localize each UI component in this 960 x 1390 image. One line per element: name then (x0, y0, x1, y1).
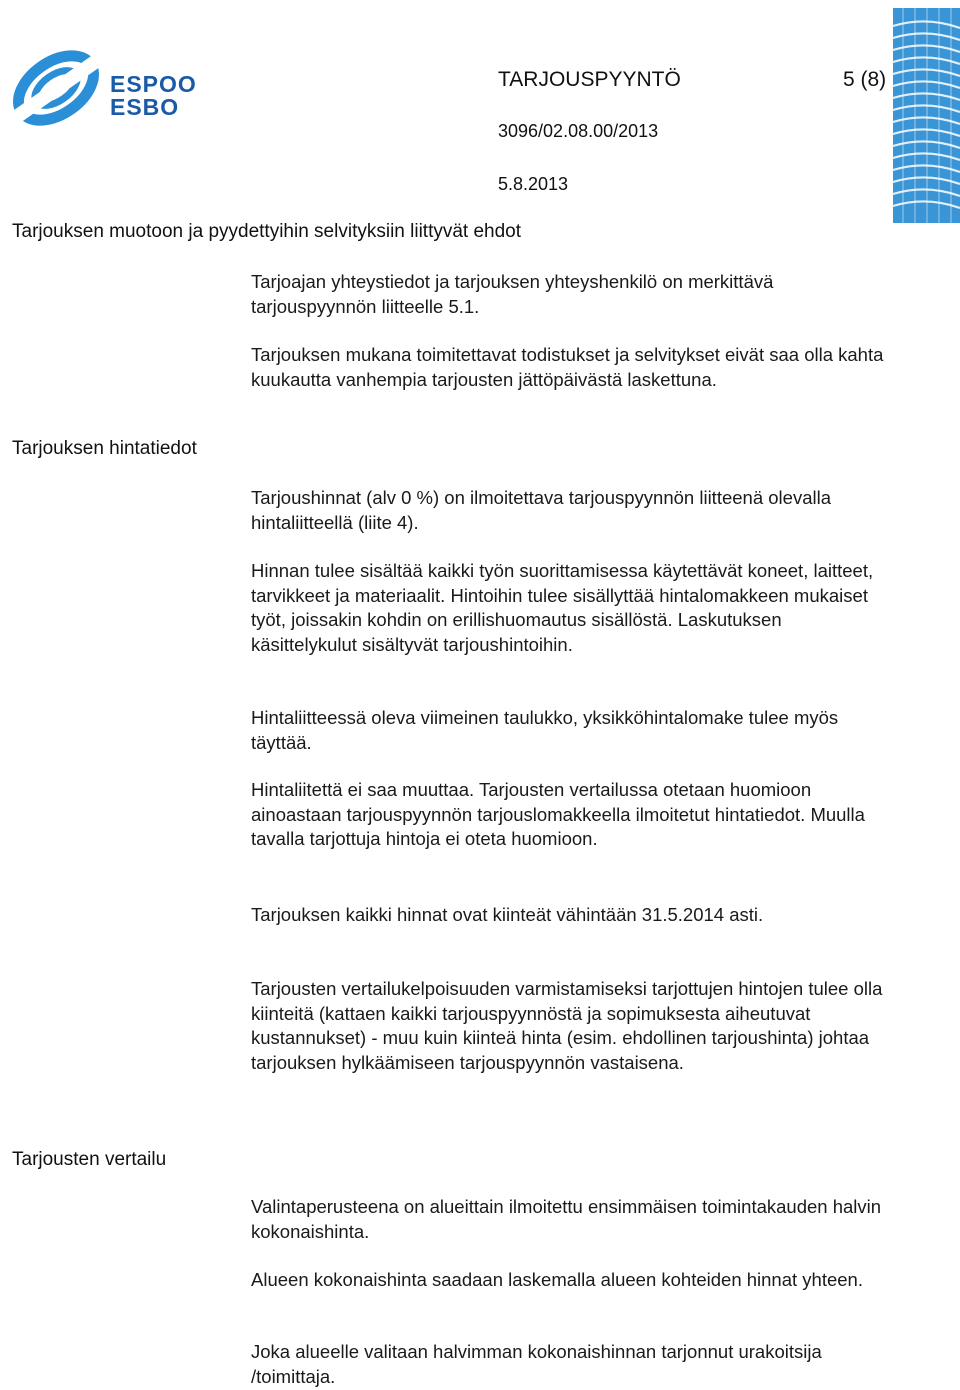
espoo-logo-mark-icon (6, 38, 106, 130)
document-title: TARJOUSPYYNTÖ (498, 68, 681, 91)
paragraph-area-total: Alueen kokonaishinta saadaan laskemalla alueen kohteiden hinnat yhteen. (251, 1269, 863, 1290)
paragraph-no-modification: Hintaliitettä ei saa muuttaa. Tarjousten vertailussa otetaan huomioon ainoastaan tarjouspyynnön tarjouslomakkeella ilmoitetut hintatiedot. Muulla tavalla tarjottuja hintoja ei oteta huomioon. (251, 779, 865, 849)
paragraph-price-attachment: Tarjoushinnat (alv 0 %) on ilmoitettava tarjouspyynnön liitteenä olevalla hintaliitteellä (liite 4). (251, 487, 831, 533)
paragraph-contact-info: Tarjoajan yhteystiedot ja tarjouksen yhteyshenkilö on merkittävä tarjouspyynnön liitteelle 5.1. (251, 271, 774, 317)
wave-pattern-icon (893, 8, 960, 223)
section-heading-offer-form: Tarjouksen muotoon ja pyydettyihin selvityksiin liittyvät ehdot (12, 221, 522, 242)
logo-text-espoo: ESPOO (110, 71, 197, 97)
paragraph-comparability: Tarjousten vertailukelpoisuuden varmistamiseksi tarjottujen hintojen tulee olla kiinteitä (kattaen kaikki tarjouspyynnöstä ja sopimuksesta aiheutuvat kustannukset) - muu kuin kiinteä hinta (esim. ehdollinen tarjoushinta) johtaa tarjouksen hylkäämiseen tarjouspyynnön vastaisena. (251, 978, 883, 1073)
corner-decoration (893, 8, 960, 223)
section-heading-comparison: Tarjousten vertailu (12, 1149, 167, 1170)
paragraph-fixed-prices: Tarjouksen kaikki hinnat ovat kiinteät vähintään 31.5.2014 asti. (251, 904, 764, 925)
page-number: 5 (8) (843, 68, 887, 91)
section-heading-price-info: Tarjouksen hintatiedot (12, 438, 197, 459)
paragraph-price-contents: Hinnan tulee sisältää kaikki työn suorittamisessa käytettävät koneet, laitteet, tarvikkeet ja materiaalit. Hintoihin tulee sisällyttää hintalomakkeen mukaiset työt, joissakin kohdin on erillishuomautus sisällöstä. Laskutuksen käsittelykulut sisältyvät tarjoushintoihin. (251, 560, 874, 655)
paragraph-contractor-selection: Joka alueelle valitaan halvimman kokonaishinnan tarjonnut urakoitsija /toimittaja. (251, 1341, 822, 1387)
paragraph-certificates: Tarjouksen mukana toimitettavat todistukset ja selvitykset eivät saa olla kahta kuukautta vanhempia tarjousten jättöpäivästä laskettuna. (251, 344, 884, 390)
paragraph-selection-criteria: Valintaperusteena on alueittain ilmoitettu ensimmäisen toimintakauden halvin kokonaishinta. (251, 1196, 882, 1242)
document-number: 3096/02.08.00/2013 (498, 121, 659, 141)
logo-text-esbo: ESBO (110, 94, 180, 120)
paragraph-unit-price-form: Hintaliitteessä oleva viimeinen taulukko, yksikköhintalomake tulee myös täyttää. (251, 707, 839, 753)
document-date: 5.8.2013 (498, 174, 569, 194)
espoo-logo (6, 38, 196, 130)
